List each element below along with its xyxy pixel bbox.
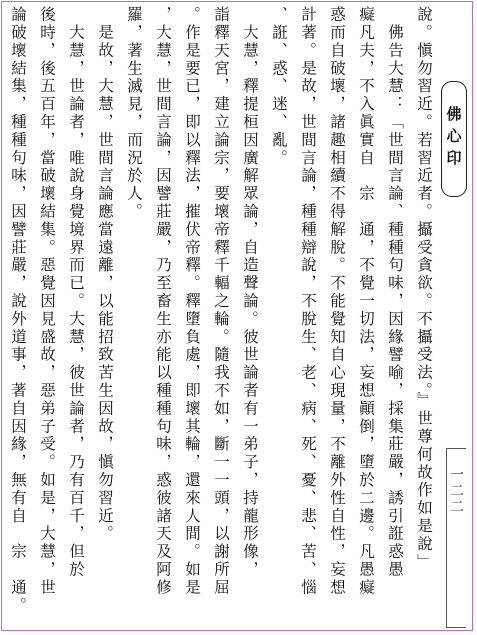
text-column: 後時，後五百年，當破壞結集。惡覺因見盛故，惡弟子受。如是，大慧，世 [38, 6, 56, 597]
body-text [6, 6, 433, 628]
text-column: 惑而自破壞，諸趣相續不得解脫。不能覺知自心現量，不離外性自性，妄想 [328, 6, 346, 597]
text-column: 論破壞結集，種種句味，因譬莊嚴，說外道事，著自因緣，無有自 宗 通。 [9, 6, 27, 615]
text-column: 佛告大慧：「世間言論、種種句味，因緣譬喻，採集莊嚴，誘引誑惑愚 [386, 6, 404, 579]
text-column: 癡凡夫，不入眞實自 宗 通，不覺一切法，妄想顚倒，墮於二邊。凡愚癡 [357, 6, 375, 597]
text-column: 。作是要已，即以釋法，摧伏帝釋。釋墮負處，即壞其輪，還來人間。如是 [183, 6, 201, 597]
text-column: 說。愼勿習近。若習近者。攝受貪欲。不攝受法。』世尊何故作如是說」 [415, 6, 433, 572]
page-number: 一二二 [448, 467, 464, 515]
text-column: 、誑、惑、迷、亂。 [270, 6, 288, 168]
text-column: 羅，著生滅見，而況於人。 [125, 6, 143, 221]
text-column: 大慧，世論者，唯說身覺境界而已。大慧，彼世論者，乃有百千，但於 [67, 6, 85, 579]
text-column: ，大慧，世間言論，因譬莊嚴，乃至畜生亦能以種種句味，惑彼諸天及阿修 [154, 6, 172, 597]
text-column: 詣釋天宮，建立論宗，要壞帝釋千輻之輪。隨我不如，斷一一頭，以謝所屈 [212, 6, 230, 597]
text-column: 是故，大慧，世間言論應當遠離，以能招致苦生因故，愼勿習近。 [96, 6, 114, 543]
book-title: 佛心印 [444, 106, 463, 172]
text-column: 大慧，釋提桓因廣解眾論，自造聲論。彼世論者有一弟子，持龍形像， [241, 6, 259, 579]
book-title-box [441, 81, 467, 197]
text-column: 計著。是故，世間言論，種種辯說，不脫生、老、病、死、憂、悲、苦、惱 [299, 6, 317, 597]
